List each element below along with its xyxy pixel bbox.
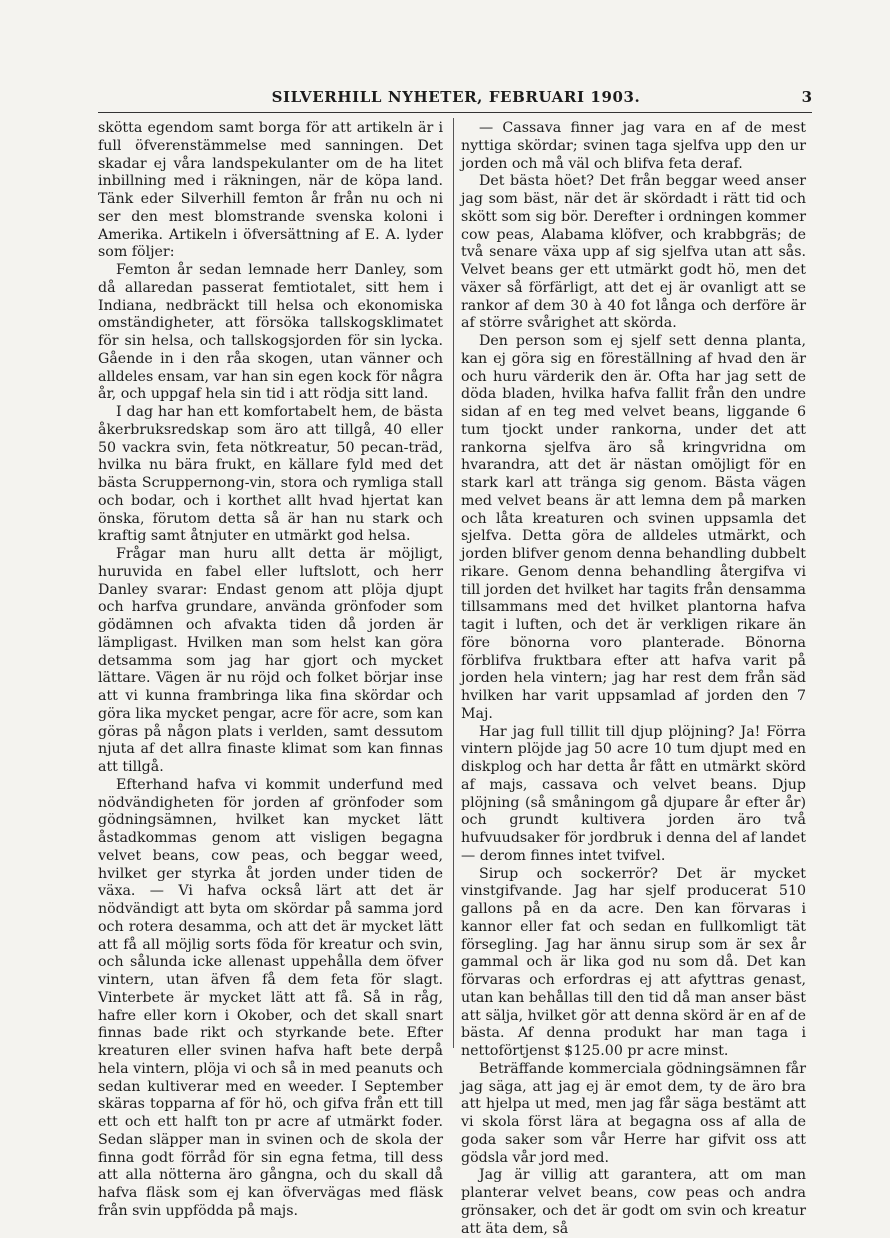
column-divider — [453, 118, 454, 1048]
paragraph: Den person som ej sjelf sett denna planta, kan ej göra sig en föreställning af hvad den är och huru värderik den är. Ofta har jag sett de döda bladen, hvilka hafva fallit från den undre sidan af en teg med velvet beans, liggande 6 tum tjockt under rankorna, under det att rankorna sjelfva äro så kringvridna om hvarandra, att det är nästan omöjligt för en stark karl att tränga sig genom. Bästa vägen med velvet beans är att lemna dem på marken och låta kreaturen och svinen uppsamla det sjelfva. Detta göra de alldeles utmärkt, och jorden blifver genom denna behandling dubbelt rikare. Genom denna behandling återgifva vi till jorden det hvilket har tagits från densamma tillsammans med det hvilket plantorna hafva tagit i luften, och det är verkligen rikare än före bönorna voro planterade. Bönorna förblifva fruktbara efter att hafva varit på jorden hela vintern; jag har rest dem från säd hvilken har varit uppsamlad af jorden den 7 Maj. — [461, 333, 806, 722]
paragraph: Efterhand hafva vi kommit underfund med nödvändigheten för jorden af grönfoder som gödningsämnen, hvilket kan mycket lätt åstadkommas genom att visligen begagna velvet beans, cow peas, och beggar weed, hvilket ger styrka åt jorden under tiden de växa. — Vi hafva också lärt att det är nödvändigt att byta om skördar på samma jord och rotera desamma, och att det är mycket lätt att få all möjlig sorts föda för kreatur och svin, och sålunda icke allenast uppehålla dem öfver vintern, utan äfven få dem feta för slagt. Vinterbete är mycket lätt att få. Så in råg, hafre eller korn i Okober, och det skall snart finnas bade rikt och styrkande bete. Efter kreaturen eller svinen hafva haft bete derpå hela vintern, plöja vi och så in med peanuts och sedan kultiverar med en weeder. I September skäras topparna af för hö, och gifva från ett till ett och ett halft ton pr acre af utmärkt foder. Sedan släpper man in svinen och de skola der finna godt förråd för sin egna fetma, till dess att alla nötterna äro gångna, och du skall då hafva fläsk som ej kan öfvervägas med fläsk från svin uppfödda på majs. — [98, 776, 443, 1219]
paragraph: Jag är villig att garantera, att om man planterar velvet beans, cow peas och andra grönsaker, och det är godt om svin och kreatur att äta dem, så — [461, 1167, 806, 1237]
paragraph: Beträffande kommerciala gödningsämnen får jag säga, att jag ej är emot dem, ty de äro bra att hjelpa ut med, men jag får säga bestämt att vi skola först lära at begagna oss af alla de goda saker som vår Herre har gifvit oss att gödsla vår jord med. — [461, 1060, 806, 1166]
paragraph: Det bästa höet? Det från beggar weed anser jag som bäst, när det är skördadt i rätt tid och skött som sig bör. Derefter i ordningen kommer cow peas, Alabama klöfver, och krabbgräs; de två senare växa upp af sig sjelfva utan att sås. Velvet beans ger ett utmärkt godt hö, men det växer så förfärligt, att det ej är ovanligt att se rankor af dem 30 à 40 fot långa och derföre är af större svårighet att skörda. — [461, 173, 806, 332]
paragraph: Femton år sedan lemnade herr Danley, som då allaredan passerat femtiotalet, sitt hem i Indiana, nedbräckt till helsa och ekonomiska omständigheter, att försöka tallskogsklimatet för sin helsa, och tallskogsjorden för sin lycka. Gående in i den råa skogen, utan vänner och alldeles ensam, var han sin egen kock för några år, och uppgaf hela sin tid i att rödja sitt land. — [98, 262, 443, 403]
paragraph: — Cassava finner jag vara en af de mest nyttiga skördar; svinen taga sjelfva upp den ur jorden och må väl och blifva feta deraf. — [461, 120, 806, 172]
paragraph: Frågar man huru allt detta är möjligt, huruvida en fabel eller luftslott, och herr Danley svarar: Endast genom att plöja djupt och harfva grundare, använda grönfoder som gödämnen och afvakta tiden då jorden är lämpligast. Hvilken man som helst kan göra detsamma som jag har gjort och mycket lättare. Vägen är nu röjd och folket börjar inse att vi kunna frambringa lika fina skördar och göra lika mycket pengar, acre för acre, som kan göras på någon plats i verlden, samt dessutom njuta af det allra finaste klimat som kan finnas att tillgå. — [98, 546, 443, 775]
page-title: SILVERHILL NYHETER, FEBRUARI 1903. — [271, 88, 641, 106]
paragraph: skötta egendom samt borga för att artikeln är i full öfverenstämmelse med sanningen. Det skadar ej våra landspekulanter om de ha litet inbillning med i räkningen, när de köpa land. Tänk eder Silverhill femton år från nu och ni ser den mest blomstrande svenska koloni i Amerika. Artikeln i öfversättning af E. A. lyder som följer: — [98, 120, 443, 261]
page-number: 3 — [801, 88, 812, 106]
paragraph: Har jag full tillit till djup plöjning? Ja! Förra vintern plöjde jag 50 acre 10 tum djupt med en diskplog och har detta år fått en utmärkt skörd af majs, cassava och velvet beans. Djup plöjning (så småningom gå djupare år efter år) och grundt kultivera jorden äro två hufvuudsaker för jordbruk i denna del af landet — derom finnes intet tvifvel. — [461, 723, 806, 864]
page-header — [100, 88, 812, 110]
right-column — [461, 120, 806, 1238]
left-column — [98, 120, 443, 1221]
paragraph: I dag har han ett komfortabelt hem, de bästa åkerbruksredskap som äro att tillgå, 40 eller 50 vackra svin, feta nötkreatur, 50 pecan-träd, hvilka nu bära frukt, en källare fyld med det bästa Scruppernong-vin, stora och rymliga stall och bodar, och i korthet allt hvad hjertat kan önska, förutom detta så är han nu stark och kraftig samt åtnjuter en utmärkt god helsa. — [98, 404, 443, 545]
header-rule — [98, 112, 812, 113]
paragraph: Sirup och sockerrör? Det är mycket vinstgifvande. Jag har sjelf producerat 510 gallons på en da acre. Den kan förvaras i kannor eller fat och sedan en fullkomligt tät försegling. Jag har ännu sirup som är sex år gammal och är lika god nu som då. Det kan förvaras och erfordras ej att afyttras genast, utan kan behållas till den tid då man anser bäst att sälja, hvilket gör att denna skörd är en af de bästa. Af denna produkt har man taga i nettoförtjenst $125.00 pr acre minst. — [461, 865, 806, 1059]
